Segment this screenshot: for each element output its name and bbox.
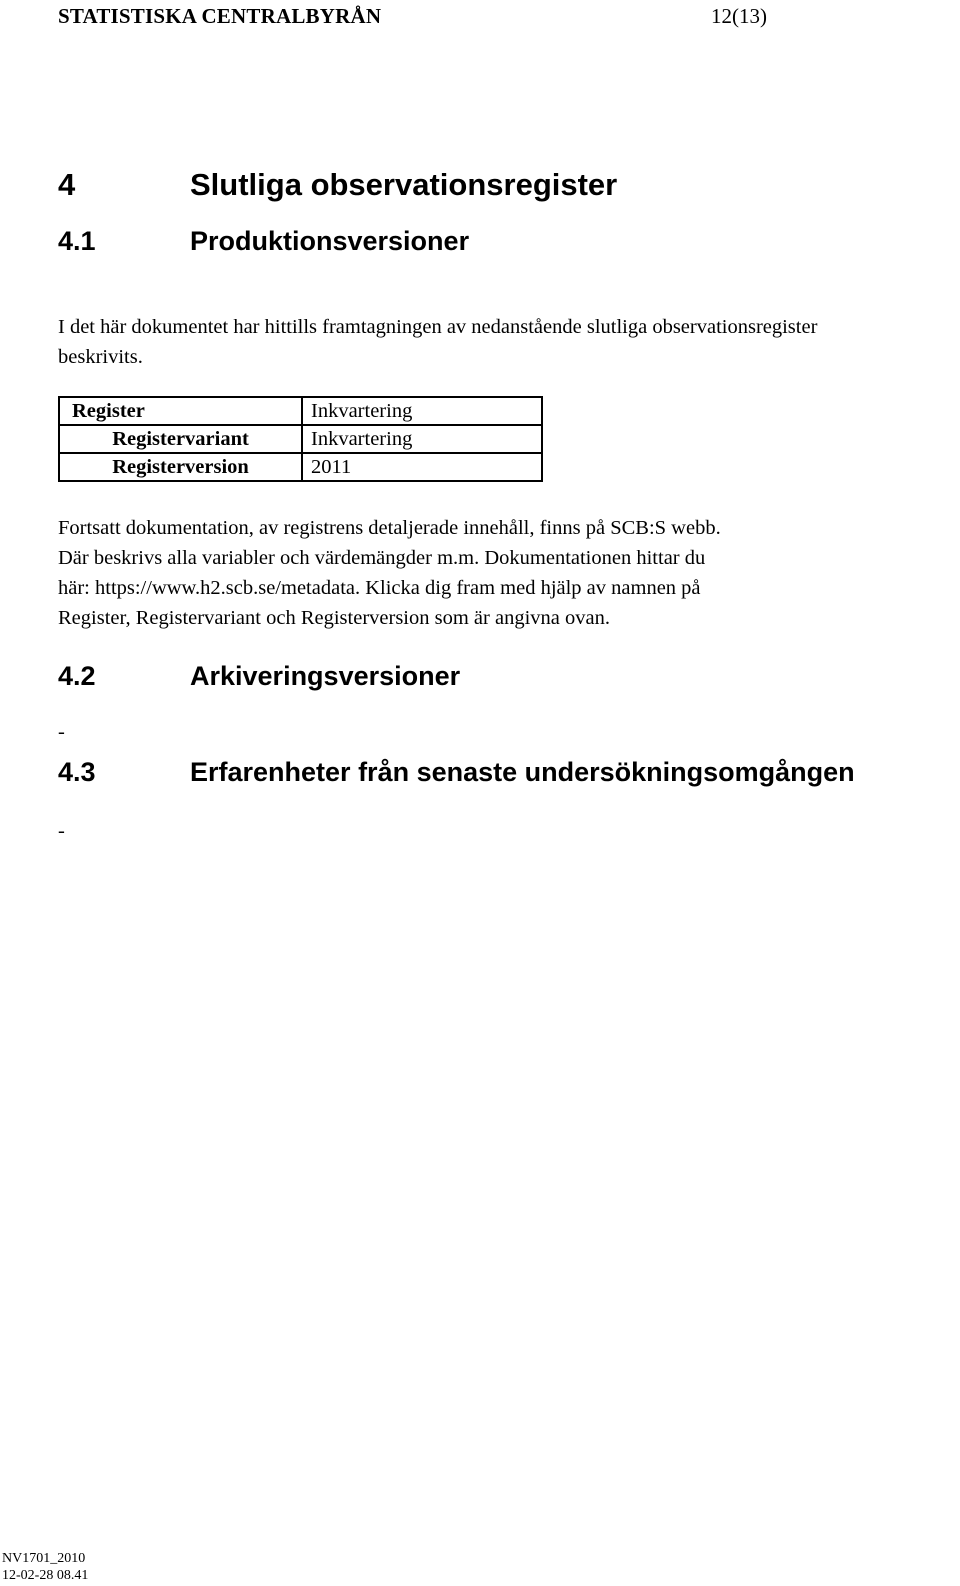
section-4-3-content: - — [58, 820, 65, 842]
registervariant-key: Registervariant — [59, 425, 302, 453]
section-heading-4-3 — [58, 757, 938, 797]
registerversion-value: 2011 — [302, 453, 542, 481]
footer — [2, 1550, 88, 1584]
register-key: Register — [59, 397, 302, 425]
section-heading-4-1 — [58, 226, 938, 266]
table-row — [59, 425, 542, 453]
section-heading-4 — [58, 167, 938, 207]
registerversion-key: Registerversion — [59, 453, 302, 481]
intro-line: I det här dokumentet har hittills framtagningen av nedanstående slutliga observationsregister — [58, 316, 818, 338]
footer-timestamp: 12-02-28 08.41 — [2, 1568, 89, 1583]
register-table — [58, 396, 543, 482]
section-number: 4.2 — [58, 661, 96, 691]
table-row — [59, 397, 542, 425]
section-number: 4.1 — [58, 226, 96, 256]
section-title: Produktionsversioner — [190, 226, 470, 256]
section-title: Erfarenheter från senaste undersökningsomgången — [190, 757, 855, 787]
header-organization: STATISTISKA CENTRALBYRÅN — [58, 4, 382, 28]
intro-paragraph — [58, 312, 817, 372]
paragraph-line: Där beskrivs alla variabler och värdemängder m.m. Dokumentationen hittar du — [58, 547, 706, 569]
page-number: 12(13) — [711, 4, 767, 28]
section-title: Slutliga observationsregister — [190, 167, 618, 202]
section-title: Arkiveringsversioner — [190, 661, 461, 691]
section-heading-4-2 — [58, 661, 938, 701]
paragraph-line: här: https://www.h2.scb.se/metadata. Klicka dig fram med hjälp av namnen på — [58, 577, 701, 599]
section-number: 4 — [58, 167, 76, 202]
section-number: 4.3 — [58, 757, 96, 787]
footer-template-id: NV1701_2010 — [2, 1551, 86, 1566]
paragraph-line: Fortsatt dokumentation, av registrens detaljerade innehåll, finns på SCB:S webb. — [58, 517, 721, 539]
section-4-2-content: - — [58, 721, 65, 743]
paragraph-line: Register, Registervariant och Registerversion som är angivna ovan. — [58, 607, 610, 629]
table-row — [59, 453, 542, 481]
register-value: Inkvartering — [302, 397, 542, 425]
documentation-paragraph — [58, 513, 721, 633]
intro-line: beskrivits. — [58, 346, 143, 368]
registervariant-value: Inkvartering — [302, 425, 542, 453]
